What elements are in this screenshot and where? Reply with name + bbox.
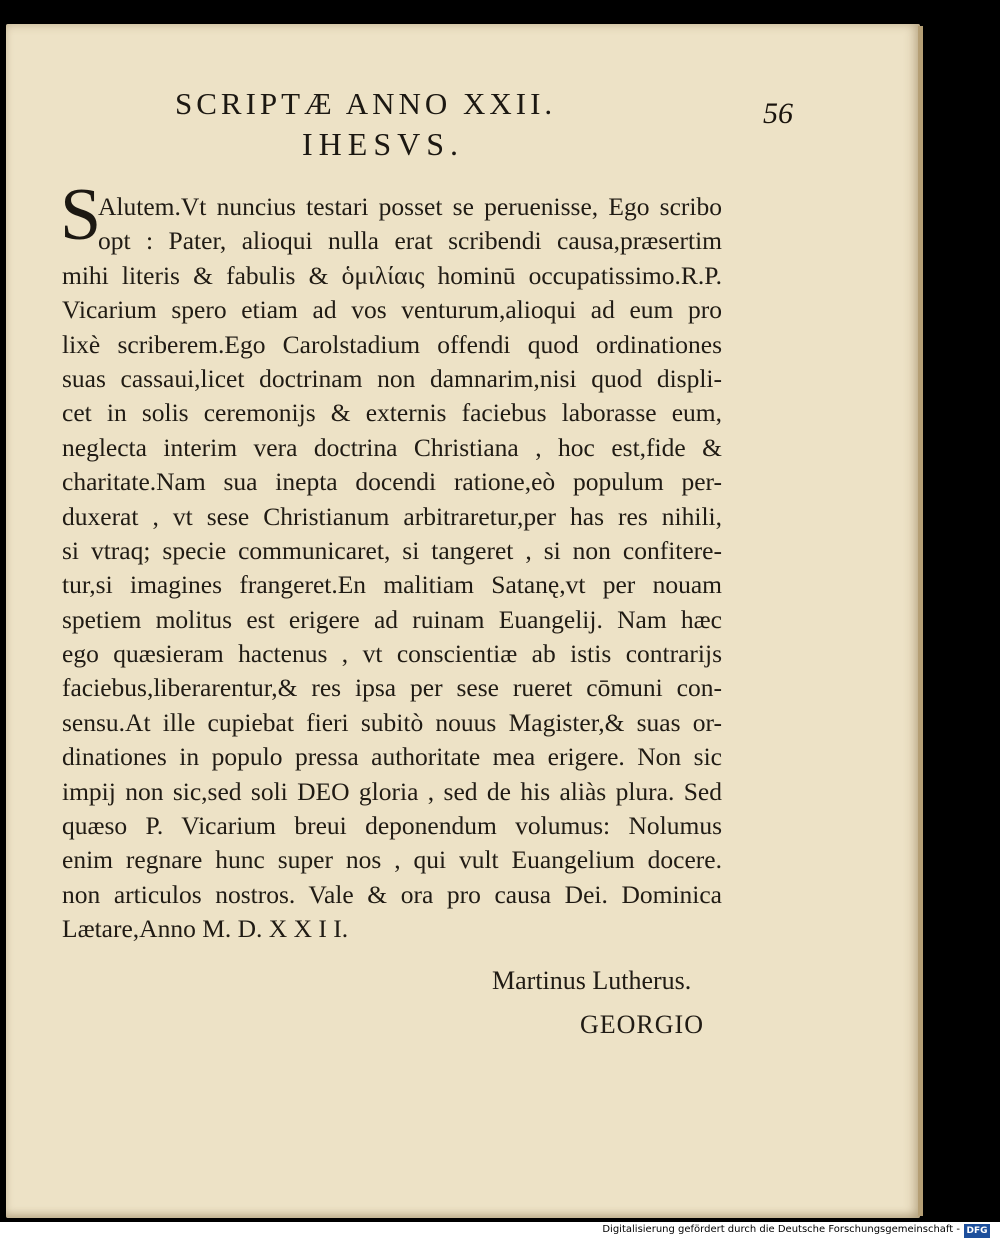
funding-credit: Digitalisierung gefördert durch die Deutsche Forschungsgemeinschaft - — [602, 1224, 960, 1235]
catchword: GEORGIO — [580, 1010, 704, 1039]
text-line: tur,si imagines frangeret.En malitiam Satanę,vt per nouam — [62, 570, 722, 600]
text-line: Lætare,Anno M. D. X X I I. — [62, 914, 349, 944]
signature: Martinus Lutherus. — [492, 966, 692, 995]
text-line: cet in solis ceremonijs & externis faciebus laborasse eum, — [62, 398, 722, 428]
text-line: lixè scriberem.Ego Carolstadium offendi quod ordinationes — [62, 329, 722, 359]
text-line: dinationes in populo pressa authoritate mea erigere. Non sic — [62, 742, 722, 772]
text-line: quæso P. Vicarium breui deponendum volumus: Nolumus — [62, 811, 722, 841]
letter-body — [62, 190, 722, 947]
text-line: duxerat , vt sese Christianum arbitraretur,per has res nihili, — [62, 501, 722, 531]
text-line: charitate.Nam sua inepta docendi ratione,eò populum per- — [62, 467, 722, 497]
drop-cap: S — [60, 174, 102, 256]
dfg-logo-icon: DFG — [964, 1224, 990, 1238]
running-head: SCRIPTÆ ANNO XXII. — [175, 86, 557, 121]
text-line: mihi literis & fabulis & ὁμιλίαις hominū occupatissimo.R.P. — [62, 260, 722, 290]
text-line: non articulos nostros. Vale & ora pro causa Dei. Dominica — [62, 879, 722, 909]
text-line: suas cassaui,licet doctrinam non damnarim,nisi quod displi- — [62, 363, 722, 393]
text-line: ego quæsieram hactenus , vt conscientiæ ab istis contrarijs — [62, 639, 722, 669]
text-line: spetiem molitus est erigere ad ruinam Euangelij. Nam hæc — [62, 604, 722, 634]
text-line: si vtraq; specie communicaret, si tangeret , si non confitere- — [62, 535, 722, 565]
text-line: Vicarium spero etiam ad vos venturum,alioqui ad eum pro — [62, 295, 722, 325]
invocation-heading: IHESVS. — [302, 126, 465, 162]
text-line: neglecta interim vera doctrina Christiana , hoc est,fide & — [62, 432, 722, 462]
text-line: sensu.At ille cupiebat fieri subitò nouus Magister,& suas or- — [62, 707, 722, 737]
page-edge — [918, 26, 923, 1216]
text-line: faciebus,liberarentur,& res ipsa per sese rueret cōmuni con- — [62, 673, 722, 703]
folio-number: 56 — [763, 97, 793, 130]
text-line: impij non sic,sed soli DEO gloria , sed de his aliàs plura. Sed — [62, 776, 722, 806]
text-line: Alutem.Vt nuncius testari posset se peruenisse, Ego scribo — [98, 192, 722, 221]
text-line: opt : Pater, alioqui nulla erat scribendi causa,præsertim — [98, 226, 722, 256]
text-line: enim regnare hunc super nos , qui vult Euangelium docere. — [62, 845, 722, 875]
